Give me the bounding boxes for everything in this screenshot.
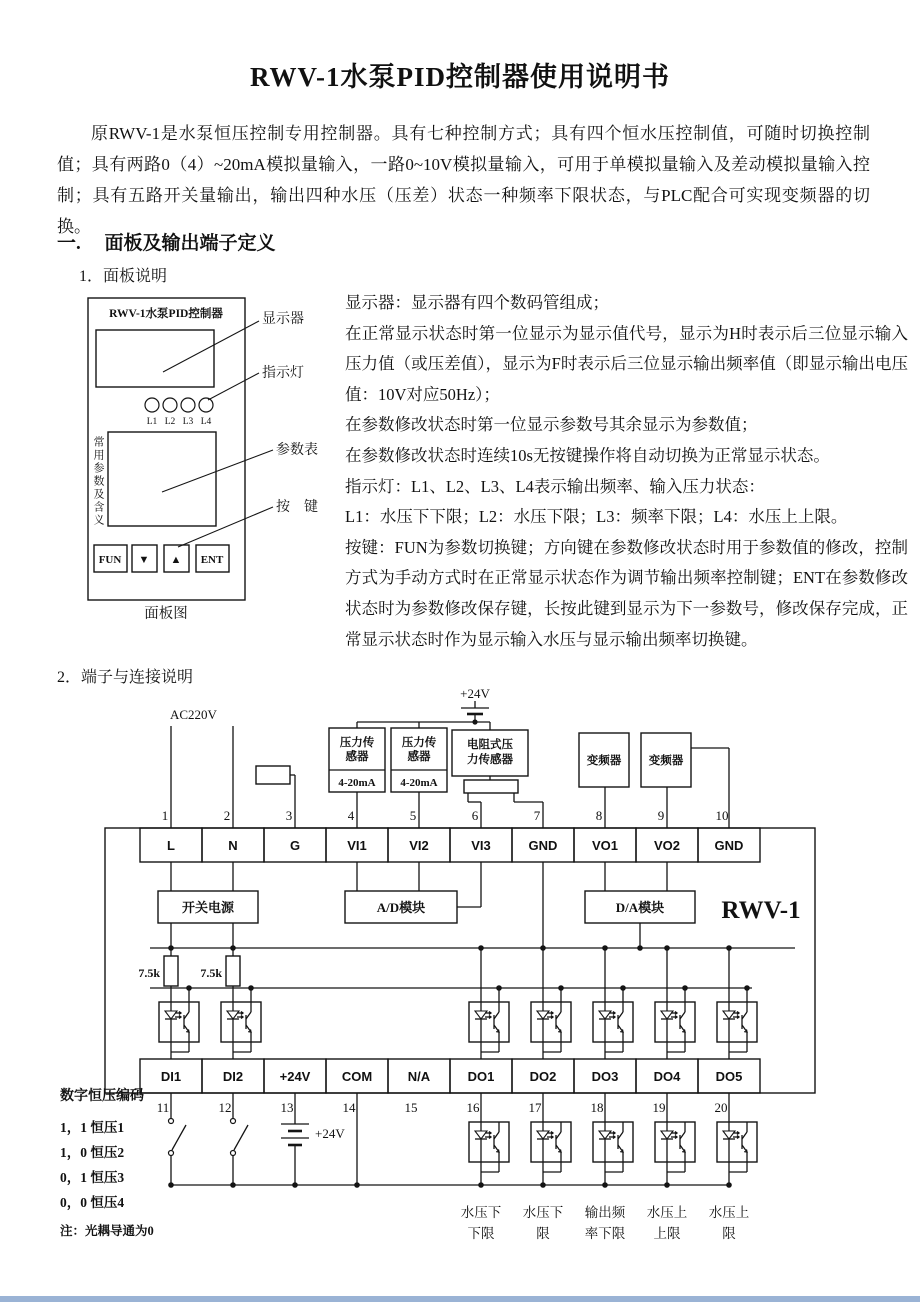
panel-callout-lines bbox=[162, 321, 273, 547]
device-name: RWV-1 bbox=[721, 897, 801, 924]
di-opto-channel-1 bbox=[138, 923, 199, 1059]
optocoupler-icon bbox=[593, 1122, 633, 1162]
callout-keys: 按 键 bbox=[276, 500, 318, 515]
controller-outline bbox=[105, 828, 815, 1093]
svg-text:DI2: DI2 bbox=[222, 1069, 244, 1084]
led-l4-icon bbox=[199, 398, 213, 412]
resistor-icon bbox=[226, 956, 240, 986]
section-heading: 一. 面板及输出端子定义 bbox=[57, 233, 276, 254]
desc-line: 在正常显示状态时第一位显示为显示值代号，显示为H时表示后三位显示输入压力值（或压差值），显示为F时表示后三位显示输出频率值（即显示输出电压值：10V对应50Hz）； bbox=[345, 323, 908, 404]
fun-button-label: FUN bbox=[98, 554, 122, 566]
svg-text:VI2: VI2 bbox=[409, 838, 429, 853]
svg-text:VO2: VO2 bbox=[653, 838, 681, 853]
panel-side-label: 常用参数及含义 bbox=[92, 436, 104, 527]
legend-row: 1，1 恒压1 bbox=[60, 1120, 125, 1135]
legend-note: 注：光耦导通为0 bbox=[60, 1224, 154, 1238]
svg-text:L: L bbox=[167, 838, 175, 853]
top-terminal-numbers bbox=[162, 808, 729, 823]
da-module bbox=[585, 862, 695, 948]
legend-row: 1，0 恒压2 bbox=[60, 1145, 125, 1160]
do-label: 水压下 下限 bbox=[460, 1205, 502, 1241]
optocoupler-icon bbox=[717, 1002, 757, 1042]
ad-module bbox=[345, 862, 481, 923]
optocoupler-icon bbox=[593, 1002, 633, 1042]
svg-text:1: 1 bbox=[161, 808, 169, 823]
panel-param-table bbox=[108, 432, 216, 526]
panel-buttons bbox=[94, 545, 229, 572]
svg-text:感器: 感器 bbox=[407, 751, 431, 763]
up-arrow-icon: ▲ bbox=[170, 554, 182, 566]
top-terminal-strip bbox=[140, 828, 760, 862]
svg-text:18: 18 bbox=[590, 1100, 604, 1115]
svg-text:10: 10 bbox=[715, 808, 729, 823]
pressure-sensor-1 bbox=[329, 728, 385, 828]
resistive-pressure-sensor bbox=[452, 730, 543, 828]
do-label: 水压上 限 bbox=[708, 1205, 750, 1241]
svg-text:电阻式压: 电阻式压 bbox=[467, 739, 513, 751]
panel-description bbox=[345, 288, 908, 655]
optocoupler-icon bbox=[655, 1002, 695, 1042]
page-bottom-edge bbox=[0, 1296, 920, 1302]
legend-row: 0，0 恒压4 bbox=[60, 1195, 125, 1210]
optocoupler-icon bbox=[531, 1122, 571, 1162]
svg-text:17: 17 bbox=[528, 1100, 542, 1115]
svg-text:N/A: N/A bbox=[407, 1069, 431, 1084]
page-title: RWV-1水泵PID控制器使用说明书 bbox=[249, 62, 671, 92]
svg-text:7: 7 bbox=[533, 808, 541, 823]
optocoupler-icon bbox=[717, 1122, 757, 1162]
intro-paragraph: 原RWV-1是水泵恒压控制专用控制器。具有七种控制方式；具有四个恒水压控制值，可随时切换控制值；具有两路0（4）~20mA模拟量输入，一路0~10V模拟量输入，可用于单模拟量输入及差动模拟量输入控制；具有五路开关量输出，输出四种水压（压差）状态一种频率下限状态，与PLC配合可实现变频器的切换。 bbox=[57, 124, 870, 236]
external-common-bus bbox=[168, 1182, 732, 1188]
led-l3-icon bbox=[181, 398, 195, 412]
di-switch-2 bbox=[231, 1093, 249, 1185]
ac-input-wires bbox=[171, 726, 295, 828]
led-l1-icon bbox=[145, 398, 159, 412]
led-label-l3: L3 bbox=[182, 417, 194, 427]
svg-text:感器: 感器 bbox=[345, 751, 369, 763]
ent-button-label: ENT bbox=[200, 554, 224, 566]
callout-indicator: 指示灯 bbox=[262, 366, 304, 381]
internal-bus-lines bbox=[150, 862, 795, 991]
top-24v-label: +24V bbox=[460, 686, 490, 701]
led-label-l4: L4 bbox=[200, 417, 212, 427]
desc-line: 在参数修改状态时第一位显示参数号其余显示为参数值； bbox=[345, 415, 758, 435]
svg-text:7.5k: 7.5k bbox=[138, 966, 160, 980]
svg-text:4: 4 bbox=[347, 808, 355, 823]
svg-text:DO2: DO2 bbox=[529, 1069, 557, 1084]
svg-text:开关电源: 开关电源 bbox=[181, 900, 235, 915]
optocoupler-icon bbox=[221, 1002, 261, 1042]
svg-text:5: 5 bbox=[409, 808, 417, 823]
svg-text:8: 8 bbox=[595, 808, 603, 823]
svg-text:12: 12 bbox=[218, 1100, 232, 1115]
optocoupler-icon bbox=[159, 1002, 199, 1042]
svg-text:16: 16 bbox=[466, 1100, 480, 1115]
svg-text:13: 13 bbox=[280, 1100, 294, 1115]
do-opto-channels bbox=[469, 948, 757, 1059]
svg-text:COM: COM bbox=[341, 1069, 373, 1084]
svg-text:11: 11 bbox=[156, 1100, 170, 1115]
pressure-code-legend bbox=[60, 1085, 154, 1239]
svg-text:4-20mA: 4-20mA bbox=[338, 777, 376, 789]
bottom-terminal-numbers bbox=[157, 1100, 728, 1115]
svg-text:压力传: 压力传 bbox=[339, 737, 375, 749]
panel-diagram bbox=[78, 292, 340, 627]
ground-contact-icon bbox=[256, 766, 290, 784]
svg-text:2: 2 bbox=[223, 808, 231, 823]
di-opto-channel-2 bbox=[200, 923, 261, 1059]
svg-text:DO5: DO5 bbox=[715, 1069, 743, 1084]
optocoupler-icon bbox=[469, 1002, 509, 1042]
svg-text:+24V: +24V bbox=[279, 1069, 311, 1084]
legend-row: 0，1 恒压3 bbox=[60, 1170, 125, 1185]
optocoupler-icon bbox=[655, 1122, 695, 1162]
svg-text:20: 20 bbox=[714, 1100, 728, 1115]
svg-text:变频器: 变频器 bbox=[586, 755, 622, 767]
panel-leds bbox=[145, 398, 213, 427]
svg-text:3: 3 bbox=[285, 808, 293, 823]
desc-line: L1：水压下下限；L2：水压下限；L3：频率下限；L4：水压上上限。 bbox=[345, 507, 848, 527]
svg-text:GND: GND bbox=[714, 838, 744, 853]
optocoupler-icon bbox=[531, 1002, 571, 1042]
panel-caption: 面板图 bbox=[144, 606, 188, 622]
svg-text:9: 9 bbox=[657, 808, 665, 823]
svg-text:力传感器: 力传感器 bbox=[467, 754, 513, 766]
inverter-1 bbox=[579, 733, 629, 828]
svg-text:6: 6 bbox=[471, 808, 479, 823]
svg-text:变频器: 变频器 bbox=[648, 755, 684, 767]
do-label: 输出频 率下限 bbox=[584, 1205, 626, 1241]
down-arrow-icon: ▼ bbox=[138, 554, 150, 566]
panel-display bbox=[96, 330, 214, 387]
desc-line: 显示器：显示器有四个数码管组成； bbox=[345, 293, 609, 312]
svg-text:VI3: VI3 bbox=[471, 838, 491, 853]
legend-title: 数字恒压编码 bbox=[60, 1089, 144, 1104]
resistor-icon bbox=[164, 956, 178, 986]
svg-text:G: G bbox=[289, 838, 301, 853]
svg-text:VO1: VO1 bbox=[591, 838, 619, 853]
callout-display: 显示器 bbox=[262, 312, 304, 327]
desc-line: 按键：FUN为参数切换键；方向键在参数修改状态时用于参数值的修改，控制方式为手动方式时在正常显示状态作为调节输出频率控制键；ENT在参数修改状态时为参数修改保存键，长按此键到显示为下一参数号，修改保存完成，正常显示状态时作为显示输入水压与显示输出频率切换键。 bbox=[345, 537, 908, 649]
svg-text:N: N bbox=[228, 838, 238, 853]
svg-text:14: 14 bbox=[342, 1100, 356, 1115]
callout-param-table: 参数表 bbox=[276, 443, 318, 458]
svg-text:19: 19 bbox=[652, 1100, 666, 1115]
wiring-diagram bbox=[40, 670, 880, 1270]
svg-text:4-20mA: 4-20mA bbox=[400, 777, 438, 789]
svg-text:DI1: DI1 bbox=[160, 1069, 182, 1084]
subsection-panel-title: 1．面板说明 bbox=[79, 268, 168, 285]
svg-text:D/A模块: D/A模块 bbox=[615, 900, 665, 915]
svg-text:7.5k: 7.5k bbox=[200, 966, 222, 980]
do-label: 水压下 限 bbox=[522, 1205, 564, 1241]
subsection-terminal-title: 2．端子与连接说明 bbox=[57, 669, 194, 686]
svg-text:VI1: VI1 bbox=[347, 838, 367, 853]
panel-model-label: RWV-1水泵PID控制器 bbox=[109, 308, 223, 320]
led-label-l2: L2 bbox=[164, 417, 176, 427]
svg-text:A/D模块: A/D模块 bbox=[376, 900, 426, 915]
top-battery-icon bbox=[357, 701, 490, 730]
svg-text:压力传: 压力传 bbox=[401, 737, 437, 749]
switch-power-module bbox=[158, 862, 258, 923]
do-label: 水压上 上限 bbox=[646, 1205, 688, 1241]
led-l2-icon bbox=[163, 398, 177, 412]
svg-text:DO1: DO1 bbox=[467, 1069, 495, 1084]
svg-text:DO3: DO3 bbox=[591, 1069, 619, 1084]
desc-line: 在参数修改状态时连续10s无按键操作将自动切换为正常显示状态。 bbox=[345, 445, 830, 465]
svg-text:DO4: DO4 bbox=[653, 1069, 681, 1084]
potentiometer-icon bbox=[464, 780, 518, 793]
led-label-l1: L1 bbox=[146, 417, 158, 427]
di-switch-1 bbox=[169, 1093, 187, 1185]
desc-line: 指示灯：L1、L2、L3、L4表示输出频率、输入压力状态： bbox=[345, 476, 765, 496]
optocoupler-icon bbox=[469, 1122, 509, 1162]
svg-text:15: 15 bbox=[404, 1100, 418, 1115]
external-battery-label: +24V bbox=[315, 1126, 345, 1141]
ac220v-label: AC220V bbox=[170, 707, 217, 722]
svg-text:GND: GND bbox=[528, 838, 558, 853]
bottom-terminal-strip bbox=[140, 1059, 760, 1093]
pressure-sensor-2 bbox=[391, 728, 447, 828]
